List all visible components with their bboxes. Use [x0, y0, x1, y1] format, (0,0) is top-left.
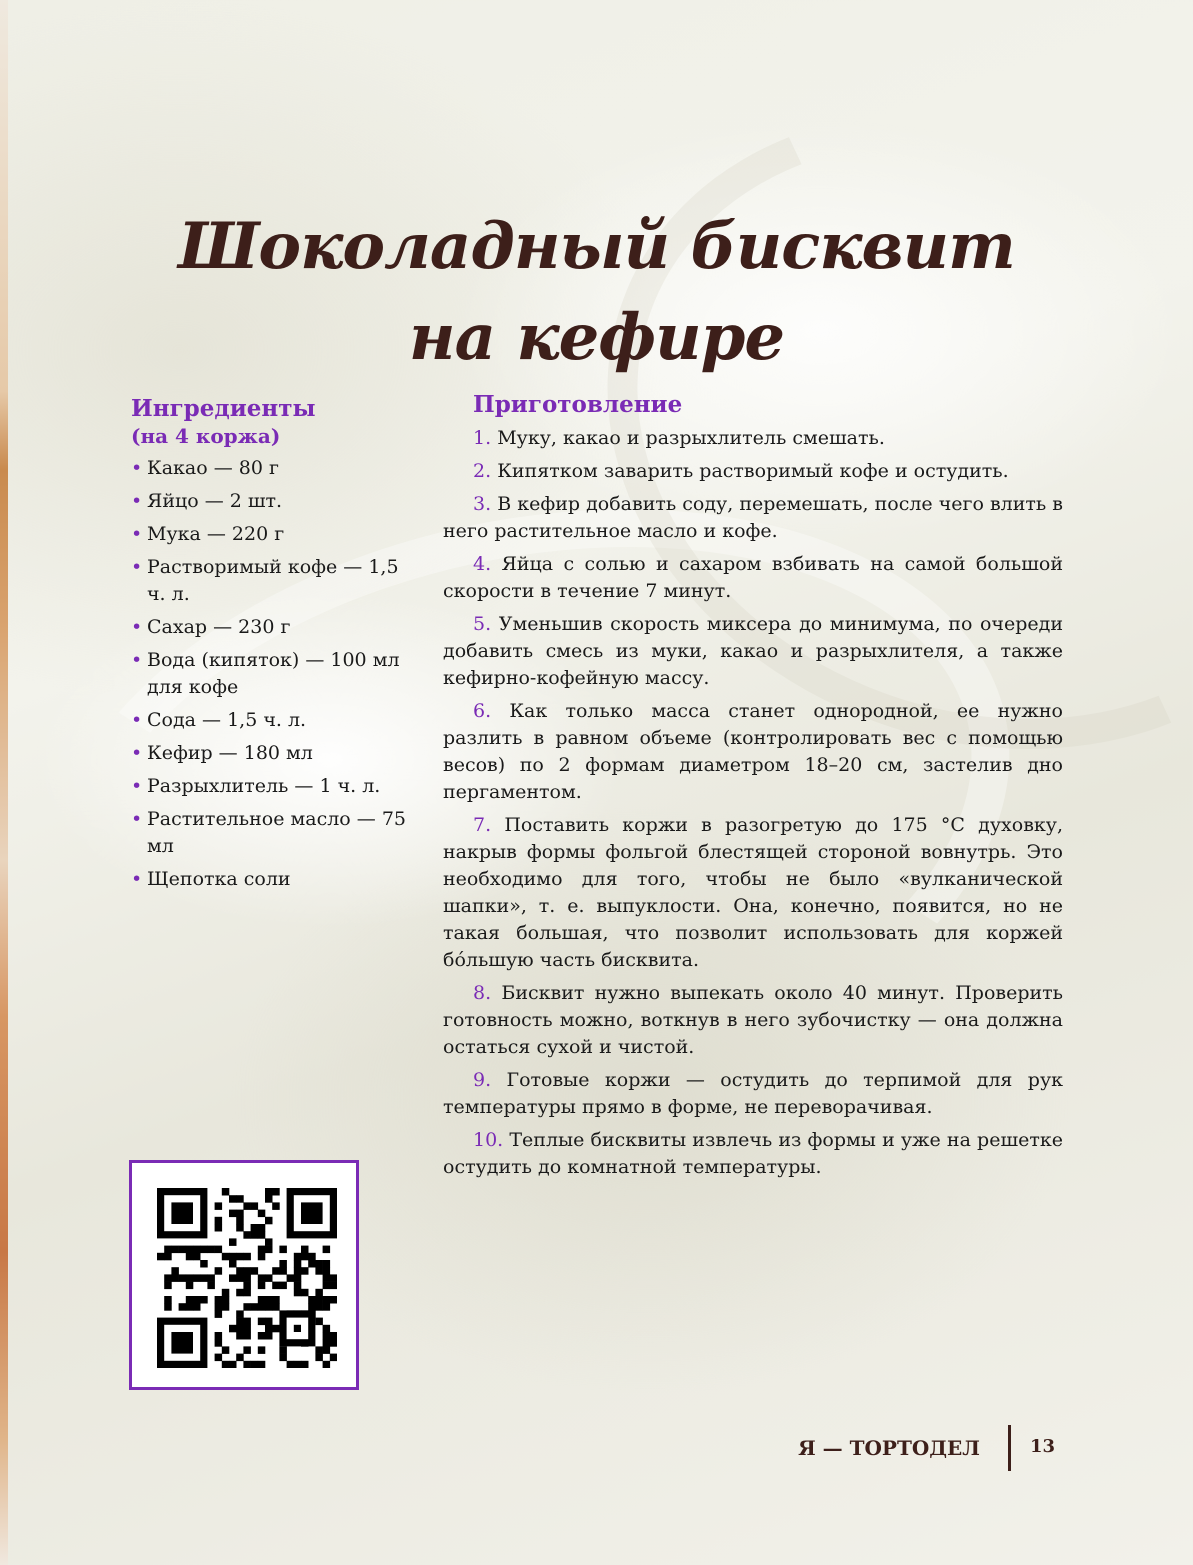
step-number: 5.	[473, 613, 492, 635]
step-number: 1.	[473, 427, 492, 449]
ingredient-text: Сахар — 230 г	[147, 616, 291, 638]
bullet-icon: •	[131, 649, 143, 671]
ingredient-text: Щепотка соли	[147, 868, 291, 890]
ingredient-text: Вода (кипяток) — 100 мл для кофе	[147, 649, 400, 698]
bullet-icon: •	[131, 775, 143, 797]
ingredient-item	[131, 647, 421, 701]
step-number: 9.	[473, 1069, 492, 1091]
bullet-icon: •	[131, 616, 143, 638]
qr-code-icon	[157, 1188, 337, 1368]
step-number: 4.	[473, 553, 492, 575]
ingredient-text: Яйцо — 2 шт.	[147, 490, 283, 512]
bullet-icon: •	[131, 556, 143, 578]
ingredient-item	[131, 806, 421, 860]
page-title-line-2: на кефире	[408, 300, 785, 375]
ingredient-text: Растительное масло — 75 мл	[147, 808, 406, 857]
step-item	[443, 698, 1063, 806]
ingredient-list	[131, 455, 421, 893]
ingredient-item	[131, 554, 421, 608]
footer-divider	[1008, 1425, 1011, 1471]
step-text: Теплые бисквиты извлечь из формы и уже на решетке остудить до комнатной температуры.	[443, 1129, 1063, 1178]
bullet-icon: •	[131, 457, 143, 479]
ingredient-item	[131, 614, 421, 641]
ingredient-text: Растворимый кофе — 1,5 ч. л.	[147, 556, 399, 605]
bullet-icon: •	[131, 742, 143, 764]
step-item	[443, 980, 1063, 1061]
step-item	[443, 425, 1063, 452]
ingredient-text: Разрыхлитель — 1 ч. л.	[147, 775, 381, 797]
step-text: Готовые коржи — остудить до терпимой для рук температуры прямо в форме, не переворачивая.	[443, 1069, 1063, 1118]
preparation-heading: Приготовление	[473, 391, 683, 418]
bullet-icon: •	[131, 523, 143, 545]
step-item	[443, 551, 1063, 605]
ingredient-text: Сода — 1,5 ч. л.	[147, 709, 307, 731]
step-list	[443, 425, 1063, 1181]
step-number: 2.	[473, 460, 492, 482]
ingredient-item	[131, 707, 421, 734]
ingredient-item	[131, 488, 421, 515]
bullet-icon: •	[131, 709, 143, 731]
ingredients-section	[131, 395, 421, 899]
step-item	[443, 812, 1063, 974]
step-text: Бисквит нужно выпекать около 40 минут. Проверить готовность можно, воткнув в него зубочистку — она должна остаться сухой и чистой.	[443, 982, 1064, 1058]
ingredients-subheading: (на 4 коржа)	[131, 424, 281, 448]
step-text: Кипятком заварить растворимый кофе и остудить.	[497, 460, 1009, 482]
step-number: 10.	[473, 1129, 504, 1151]
footer-book-title: Я — ТОРТОДЕЛ	[798, 1436, 980, 1460]
ingredient-item	[131, 521, 421, 548]
page-number: 13	[1030, 1436, 1056, 1457]
step-text: Муку, какао и разрыхлитель смешать.	[497, 427, 885, 449]
ingredient-item	[131, 866, 421, 893]
ingredient-text: Какао — 80 г	[147, 457, 279, 479]
step-number: 7.	[473, 814, 492, 836]
step-item	[443, 1067, 1063, 1121]
step-item	[443, 1127, 1063, 1181]
step-item	[443, 611, 1063, 692]
ingredient-item	[131, 455, 421, 482]
step-number: 8.	[473, 982, 492, 1004]
ingredient-item	[131, 773, 421, 800]
step-item	[443, 491, 1063, 545]
step-text: В кефир добавить соду, перемешать, после чего влить в него растительное масло и кофе.	[443, 493, 1063, 542]
bullet-icon: •	[131, 808, 143, 830]
step-item	[443, 458, 1063, 485]
step-text: Яйца с солью и сахаром взбивать на самой большой скорости в течение 7 минут.	[443, 553, 1063, 602]
step-text: Уменьшив скорость миксера до минимума, по очереди добавить смесь из муки, какао и разрыхлителя, а также кефирно-кофейную массу.	[443, 613, 1063, 689]
step-text: Как только масса станет однородной, ее нужно разлить в равном объеме (контролировать вес с помощью весов) по 2 формам диаметром 18–20 см, застелив дно пергаментом.	[443, 700, 1063, 803]
ingredient-item	[131, 740, 421, 767]
bullet-icon: •	[131, 868, 143, 890]
step-text: Поставить коржи в разогретую до 175 °С духовку, накрыв формы фольгой блестящей стороной вовнутрь. Это необходимо для того, чтобы не было «вулканической шапки», т. е. выпуклости. Она, конечно, появится, но не такая большая, что позволит использовать для коржей бóльшую часть бисквита.	[443, 814, 1063, 971]
preparation-section	[443, 391, 1063, 1187]
ingredient-text: Кефир — 180 мл	[147, 742, 313, 764]
qr-code-frame[interactable]	[129, 1160, 359, 1390]
ingredients-heading: Ингредиенты	[131, 395, 316, 422]
page-title-line-1: Шоколадный бисквит	[178, 209, 1015, 284]
bullet-icon: •	[131, 490, 143, 512]
ingredient-text: Мука — 220 г	[147, 523, 285, 545]
step-number: 6.	[473, 700, 492, 722]
step-number: 3.	[473, 493, 492, 515]
